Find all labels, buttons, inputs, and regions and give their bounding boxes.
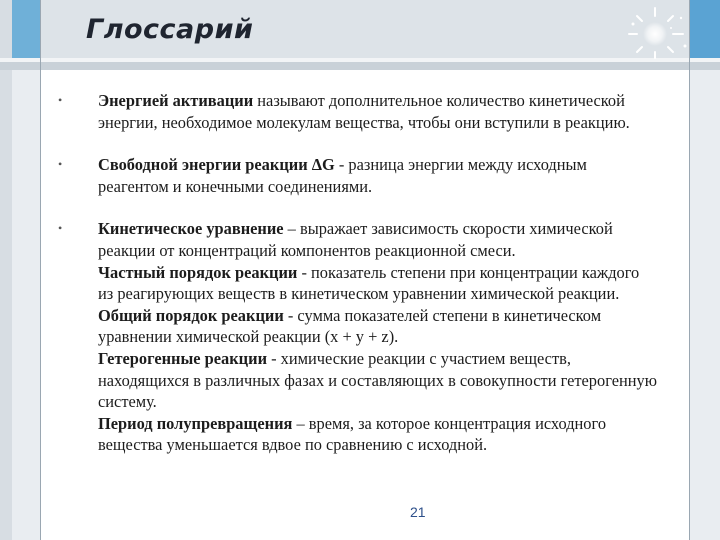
glossary-term: Общий порядок реакции [98, 305, 284, 325]
glossary-term: Свободной энергии реакции ΔG [98, 155, 335, 175]
page-number: 21 [410, 504, 426, 520]
glossary-definition: - химические реакции с участием веществ, находящихся в различных фазах и составляющих в совокупности гетерогенную систему. [98, 348, 657, 412]
glossary-item [58, 218, 658, 456]
glossary-term: Гетерогенные реакции [98, 348, 268, 368]
glossary-definition: - разница энергии между исходным реагентом и конечными соединениями. [98, 155, 587, 196]
left-decor-strip [0, 0, 12, 540]
glossary-item [58, 154, 658, 197]
glossary-term: Период полупревращения [98, 413, 293, 433]
glossary-term: Частный порядок реакции [98, 262, 298, 282]
glossary-entry [98, 413, 658, 456]
glossary-list [58, 90, 658, 456]
frame-line-right [689, 0, 690, 540]
glossary-term: Кинетическое уравнение [98, 219, 284, 239]
glossary-definition: - сумма показателей степени в кинетическом уравнении химической реакции (x + y + z). [98, 305, 602, 347]
header-divider-gray [0, 62, 720, 70]
bullet-dot: • [58, 157, 63, 172]
glossary-entry [98, 305, 658, 348]
glossary-item [58, 90, 658, 133]
frame-line-left [40, 0, 41, 540]
glossary-definition: – выражает зависимость скорости химической реакции от концентраций компонентов реакционной смеси. [98, 219, 613, 260]
bullet-dot: • [58, 93, 63, 107]
glossary-entry [98, 348, 658, 413]
glossary-entry [98, 262, 658, 305]
glossary-term: Энергией активации [98, 91, 254, 110]
sparkle-icon [625, 2, 695, 60]
glossary-definition: – время, за которое концентрация исходного вещества уменьшается вдвое по сравнению с исходной. [98, 413, 607, 455]
bullet-dot: • [58, 221, 63, 236]
glossary-definition: называют дополнительное количество кинетической энергии, необходимое молекулам вещества, чтобы они вступили в реакцию. [98, 91, 630, 132]
glossary-definition: - показатель степени при концентрации каждого из реагирующих веществ в кинетическом уравнении химической реакции. [98, 262, 640, 304]
right-decor-band [690, 70, 720, 540]
left-band-lower [12, 70, 40, 540]
slide-title: Глоссарий [86, 14, 254, 45]
glossary-entry [98, 218, 658, 261]
